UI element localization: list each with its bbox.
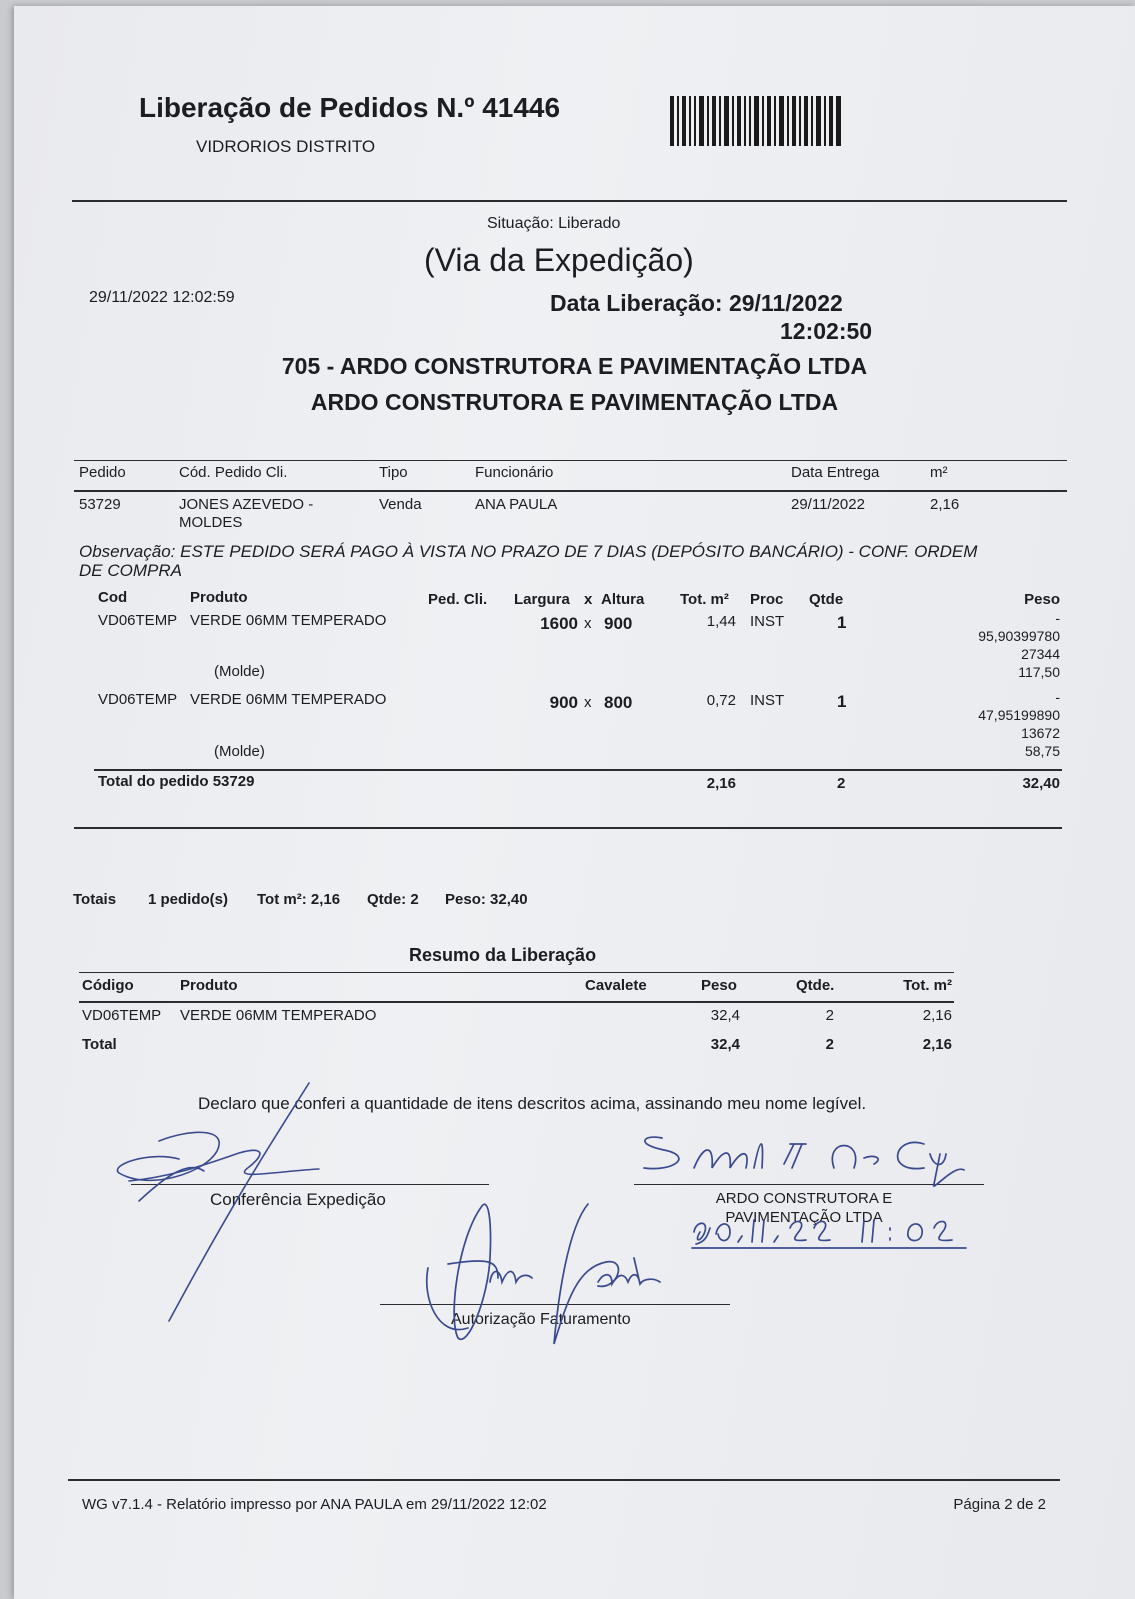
divider (72, 200, 1067, 202)
totais-qtde: Qtde: 2 (367, 891, 419, 908)
handwritten-signature-cliente (634, 1124, 964, 1274)
item-peso-line: 13672 (1021, 725, 1060, 741)
totais-peso: Peso: 32,40 (445, 891, 528, 908)
divider (79, 1001, 954, 1003)
item-proc: INST (750, 692, 785, 709)
item-molde: (Molde) (214, 663, 265, 680)
cell-cod-pedido-cli-2: MOLDES (179, 514, 243, 531)
cell-data-entrega: 29/11/2022 (791, 496, 865, 513)
header-funcionario: Funcionário (475, 464, 554, 481)
item-peso-line: 47,95199890 (978, 707, 1060, 723)
resumo-tot-m2: 2,16 (922, 1007, 952, 1024)
totais-pedidos: 1 pedido(s) (148, 891, 229, 908)
print-datetime: 29/11/2022 12:02:59 (89, 289, 235, 306)
item-peso-line: 95,90399780 (978, 628, 1060, 644)
header-altura: Altura (601, 591, 645, 608)
header-produto: Produto (190, 589, 248, 606)
client-line-2: ARDO CONSTRUTORA E PAVIMENTAÇÃO LTDA (310, 389, 839, 415)
resumo-header-cavalete: Cavalete (585, 977, 647, 994)
item-produto: VERDE 06MM TEMPERADO (190, 612, 387, 629)
item-cod: VD06TEMP (98, 612, 178, 629)
header-largura: Largura (514, 591, 570, 608)
header-peso: Peso (1024, 591, 1060, 608)
item-peso-line: - (1055, 610, 1060, 626)
resumo-qtde: 2 (825, 1007, 834, 1024)
total-qtde: 2 (837, 775, 846, 792)
resumo-total-label: Total (82, 1036, 117, 1053)
total-label: Total do pedido 53729 (98, 773, 255, 790)
item-largura: 900 (549, 693, 578, 712)
total-peso: 32,40 (1022, 775, 1060, 792)
via-label: (Via da Expedição) (424, 242, 694, 278)
header-tipo: Tipo (379, 464, 408, 481)
footer-page-number: Página 2 de 2 (953, 1496, 1046, 1513)
item-largura: 1600 (540, 614, 578, 633)
cell-m2: 2,16 (930, 496, 960, 513)
header-pedido: Pedido (79, 464, 126, 481)
divider (74, 460, 1067, 461)
cliente-label-2: PAVIMENTAÇÃO LTDA (725, 1209, 883, 1226)
situacao-label: Situação: Liberado (487, 215, 621, 232)
autorizacao-label: Autorização Faturamento (451, 1311, 631, 1328)
item-altura: 900 (604, 614, 633, 633)
cliente-label-1: ARDO CONSTRUTORA E (715, 1190, 893, 1207)
observacao-label: Observação: (79, 542, 176, 561)
observacao (79, 542, 977, 562)
total-m2: 2,16 (706, 775, 736, 792)
item-peso (920, 609, 1060, 681)
resumo-total-peso: 32,4 (710, 1036, 740, 1053)
item-peso-line: 117,50 (1018, 664, 1060, 680)
item-x: x (584, 615, 592, 632)
data-liberacao: Data Liberação: 29/11/2022 (550, 290, 843, 316)
handwritten-signature-conferencia (109, 1081, 369, 1331)
resumo-title: Resumo da Liberação (409, 945, 597, 965)
item-peso-line: - (1055, 689, 1060, 705)
item-peso-line: 27344 (1021, 646, 1060, 662)
divider (74, 827, 1062, 829)
document-title: Liberação de Pedidos N.º 41446 (139, 92, 561, 123)
header-cod-pedido-cli: Cód. Pedido Cli. (179, 464, 288, 481)
resumo-header-tot-m2: Tot. m² (903, 977, 952, 994)
item-altura: 800 (604, 693, 633, 712)
item-peso (920, 688, 1060, 760)
header-proc: Proc (750, 591, 784, 608)
company-name: VIDRORIOS DISTRITO (196, 137, 376, 156)
resumo-header-codigo: Código (82, 977, 134, 994)
item-cod: VD06TEMP (98, 691, 178, 708)
observacao-text-2: DE COMPRA (79, 561, 182, 580)
divider (94, 769, 1062, 771)
header-x: x (584, 591, 593, 608)
resumo-total-tot-m2: 2,16 (922, 1036, 952, 1053)
cell-cod-pedido-cli: JONES AZEVEDO - (179, 496, 314, 513)
resumo-codigo: VD06TEMP (82, 1007, 162, 1024)
resumo-produto: VERDE 06MM TEMPERADO (180, 1007, 377, 1024)
resumo-header-produto: Produto (180, 977, 238, 994)
observacao-text: ESTE PEDIDO SERÁ PAGO À VISTA NO PRAZO DE 7 DIAS (DEPÓSITO BANCÁRIO) - CONF. ORDEM (180, 542, 978, 561)
item-qtde: 1 (837, 692, 847, 711)
barcode-icon (670, 96, 842, 146)
client-line-1: 705 - ARDO CONSTRUTORA E PAVIMENTAÇÃO LTDA (281, 353, 868, 379)
item-peso-line: 58,75 (1024, 743, 1060, 759)
declaration-text: Declaro que conferi a quantidade de itens descritos acima, assinando meu nome legível. (198, 1094, 867, 1113)
footer-left: WG v7.1.4 - Relatório impresso por ANA PAULA em 29/11/2022 12:02 (82, 1496, 547, 1513)
item-tot-m2: 0,72 (706, 692, 736, 709)
header-tot-m2: Tot. m² (680, 591, 729, 608)
totais-label: Totais (73, 891, 117, 908)
document-page (14, 6, 1135, 1599)
handwritten-signature-ana (428, 1198, 668, 1348)
header-ped-cli: Ped. Cli. (428, 591, 488, 608)
resumo-header-qtde: Qtde. (796, 977, 835, 994)
header-data-entrega: Data Entrega (791, 464, 880, 481)
conferencia-label: Conferência Expedição (210, 1190, 386, 1209)
header-qtde: Qtde (809, 591, 844, 608)
divider (74, 490, 1067, 492)
totais-m2: Tot m²: 2,16 (257, 891, 341, 908)
hora-liberacao: 12:02:50 (780, 318, 873, 344)
header-cod: Cod (98, 589, 128, 606)
cell-funcionario: ANA PAULA (475, 496, 558, 513)
cell-tipo: Venda (379, 496, 422, 513)
item-produto: VERDE 06MM TEMPERADO (190, 691, 387, 708)
resumo-peso: 32,4 (710, 1007, 740, 1024)
item-x: x (584, 694, 592, 711)
resumo-header-peso: Peso (701, 977, 737, 994)
resumo-total-qtde: 2 (825, 1036, 834, 1053)
cell-pedido: 53729 (79, 496, 121, 513)
header-m2: m² (930, 464, 948, 481)
item-molde: (Molde) (214, 743, 265, 760)
item-qtde: 1 (837, 613, 847, 632)
item-tot-m2: 1,44 (706, 613, 736, 630)
divider (68, 1479, 1060, 1481)
divider (79, 972, 954, 973)
item-proc: INST (750, 613, 785, 630)
